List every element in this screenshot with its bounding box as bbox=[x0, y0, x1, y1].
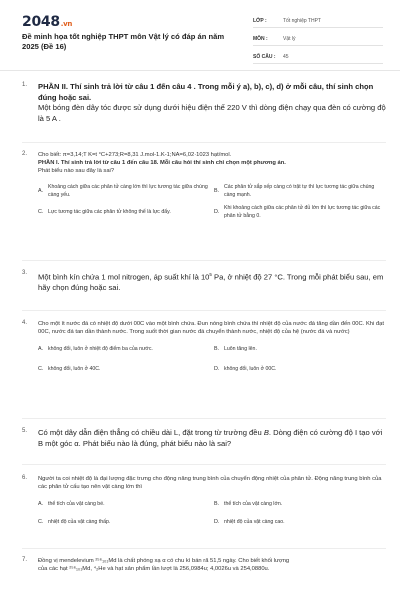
meta-class-row bbox=[253, 14, 383, 28]
logo-suffix: .vn bbox=[60, 20, 73, 28]
question-7 bbox=[22, 557, 386, 573]
exponent: 5 bbox=[209, 272, 212, 277]
option-letter: A. bbox=[38, 501, 44, 507]
question-separator bbox=[22, 548, 386, 549]
option-text: không đổi, luôn ở 00C. bbox=[224, 365, 277, 372]
question-text-start: Một bình kín chứa 1 mol nitrogen, áp suất khí là 10 bbox=[38, 272, 210, 282]
question-3 bbox=[22, 270, 386, 294]
option-text: nhiệt độ của vật càng thấp. bbox=[48, 518, 111, 525]
meta-subject-value: Vật lý bbox=[283, 35, 296, 42]
question-2 bbox=[22, 151, 386, 220]
answer-option-d[interactable] bbox=[214, 366, 386, 374]
option-letter: C. bbox=[38, 518, 44, 525]
option-text: Khi khoảng cách giữa các phân tử đủ lớn thì lực tương tác giữa các phân tử bằng 0. bbox=[224, 205, 381, 219]
option-text: Lực tương tác giữa các phân tử không thể là lực đẩy. bbox=[48, 208, 171, 215]
question-number: 7. bbox=[22, 557, 28, 563]
document-title: Đề minh họa tốt nghiệp THPT môn Vật lý có đáp án năm 2025 (Đề 16) bbox=[22, 32, 225, 51]
question-line: của các hạt ²⁵⁶₁₀₁Md, ⁴₂He và hạt sản phẩm lần lượt là 256,0984u; 4,0026u và 254,0880u. bbox=[38, 566, 270, 572]
question-text bbox=[38, 428, 386, 449]
option-text: thể tích của vật càng bé. bbox=[48, 501, 105, 507]
answer-option-d[interactable] bbox=[214, 205, 386, 220]
option-letter: B. bbox=[214, 346, 220, 352]
question-separator bbox=[22, 418, 386, 419]
answer-option-b[interactable] bbox=[214, 346, 386, 354]
option-letter: D. bbox=[214, 518, 220, 525]
question-4 bbox=[22, 320, 386, 373]
option-letter: C. bbox=[38, 365, 44, 372]
meta-class-label: LỚP : bbox=[253, 17, 267, 24]
answer-option-c[interactable] bbox=[38, 205, 210, 220]
question-separator bbox=[22, 142, 386, 143]
meta-subject-label: MÔN : bbox=[253, 35, 268, 42]
logo-text: 2048 bbox=[22, 14, 60, 30]
option-text: không đổi, luôn ở 40C. bbox=[48, 365, 101, 372]
meta-count-label: SỐ CÂU : bbox=[253, 53, 276, 60]
answer-option-d[interactable] bbox=[214, 519, 386, 527]
question-number: 2. bbox=[22, 151, 28, 157]
question-line: Đồng vị mendelevium ²⁵⁶₁₀₁Md là chất phóng xạ α có chu kì bán rã 51,5 ngày. Cho biết khối lượng bbox=[38, 558, 290, 564]
option-text: thể tích của vật càng lớn. bbox=[224, 501, 283, 507]
question-1 bbox=[22, 82, 386, 124]
question-number: 4. bbox=[22, 320, 28, 326]
question-text bbox=[38, 557, 386, 573]
question-text: Người ta coi nhiệt độ là đại lượng đặc trưng cho động năng trung bình của chuyển động nhiệt của phân tử. Động năng trung bình của các phân tử cấu tạo nên vật càng lớn thì bbox=[38, 476, 382, 490]
question-text-end: . Dòng điện có cường độ I tạo với B một góc α. Phát biểu nào là đúng, phát biểu nào là sai? bbox=[38, 428, 383, 448]
question-separator bbox=[22, 464, 386, 465]
meta-subject-row bbox=[253, 32, 383, 46]
answer-option-a[interactable] bbox=[38, 501, 210, 509]
option-letter: A. bbox=[38, 187, 44, 194]
answer-options bbox=[38, 184, 386, 220]
question-text bbox=[38, 82, 386, 124]
question-instruction: PHẦN I. Thí sinh trả lời từ câu 1 đến câu 18. Mỗi câu hỏi thí sinh chỉ chọn một phương án. bbox=[38, 160, 286, 166]
page-header bbox=[0, 0, 400, 66]
option-text: nhiệt độ của vật càng cao. bbox=[224, 518, 285, 525]
question-number: 6. bbox=[22, 475, 28, 481]
option-text: Luôn tăng lên. bbox=[224, 346, 257, 352]
answer-options bbox=[38, 501, 386, 526]
option-letter: C. bbox=[38, 208, 44, 215]
answer-option-b[interactable] bbox=[214, 184, 386, 199]
option-letter: B. bbox=[214, 187, 220, 194]
answer-options bbox=[38, 346, 386, 373]
question-prompt: Phát biểu nào sau đây là sai? bbox=[38, 168, 115, 174]
question-given: Cho biết: π=3,14;T K=t °C+273;R=8,31 J.mol-1.K-1;NA=6,02·1023 hạt/mol. bbox=[38, 152, 232, 158]
question-number: 3. bbox=[22, 270, 28, 276]
answer-option-b[interactable] bbox=[214, 501, 386, 509]
answer-option-c[interactable] bbox=[38, 366, 210, 374]
site-logo[interactable] bbox=[22, 14, 72, 30]
question-number: 5. bbox=[22, 428, 28, 434]
answer-option-a[interactable] bbox=[38, 346, 210, 354]
question-text bbox=[38, 151, 386, 175]
option-text: Các phân tử sắp xếp càng có trật tự thì lực tương tác giữa chúng càng mạnh. bbox=[224, 184, 375, 198]
answer-option-c[interactable] bbox=[38, 519, 210, 527]
question-5 bbox=[22, 428, 386, 449]
question-separator bbox=[22, 260, 386, 261]
meta-count-value: 45 bbox=[283, 53, 289, 60]
option-letter: A. bbox=[38, 346, 44, 352]
question-number: 1. bbox=[22, 82, 28, 88]
option-letter: B. bbox=[214, 501, 220, 507]
question-text-start: Có một dây dẫn điện thẳng có chiều dài L, đặt trong từ trường đều bbox=[38, 428, 264, 437]
question-6 bbox=[22, 475, 386, 526]
option-letter: D. bbox=[214, 365, 220, 372]
question-separator bbox=[22, 310, 386, 311]
header-divider bbox=[0, 70, 400, 71]
answer-option-a[interactable] bbox=[38, 184, 210, 199]
meta-count-row bbox=[253, 50, 383, 64]
question-lead: PHẦN II. Thí sinh trả lời từ câu 1 đến câu 4 . Trong mỗi ý a), b), c), d) ở mỗi câu, thí sinh chọn đúng hoặc sai. bbox=[38, 82, 374, 102]
option-text: Khoảng cách giữa các phân tử càng lớn thì lực tương tác giữa chúng càng yếu. bbox=[48, 184, 208, 198]
question-body: Một bóng đèn dây tóc được sử dụng dưới hiệu điện thế 220 V thì dòng điện chạy qua đèn có cường độ là 5 A . bbox=[38, 103, 386, 123]
meta-class-value: Tốt nghiệp THPT bbox=[283, 17, 321, 24]
question-text: Cho một ít nước đá có nhiệt độ dưới 00C vào một bình chứa. Đun nóng bình chứa thì nhiệt độ của nước đá tăng dần đến 00C. Khi đạt 00C, nước đá tan dần thành nước. Trong suốt thời gian nước đá chuyển thành nước, nhiệt độ của hệ (nước đá và nước) bbox=[38, 321, 384, 335]
document-meta bbox=[253, 14, 383, 68]
vector-symbol: B bbox=[263, 428, 269, 437]
question-text-end: Pa, ở nhiệt độ 27 °C. Trong mỗi phát biểu sau, em hãy chọn đúng hoặc sai. bbox=[38, 272, 384, 293]
option-letter: D. bbox=[214, 208, 220, 215]
question-text bbox=[38, 270, 386, 294]
option-text: không đổi, luôn ở nhiệt độ điểm ba của nước. bbox=[48, 346, 153, 352]
